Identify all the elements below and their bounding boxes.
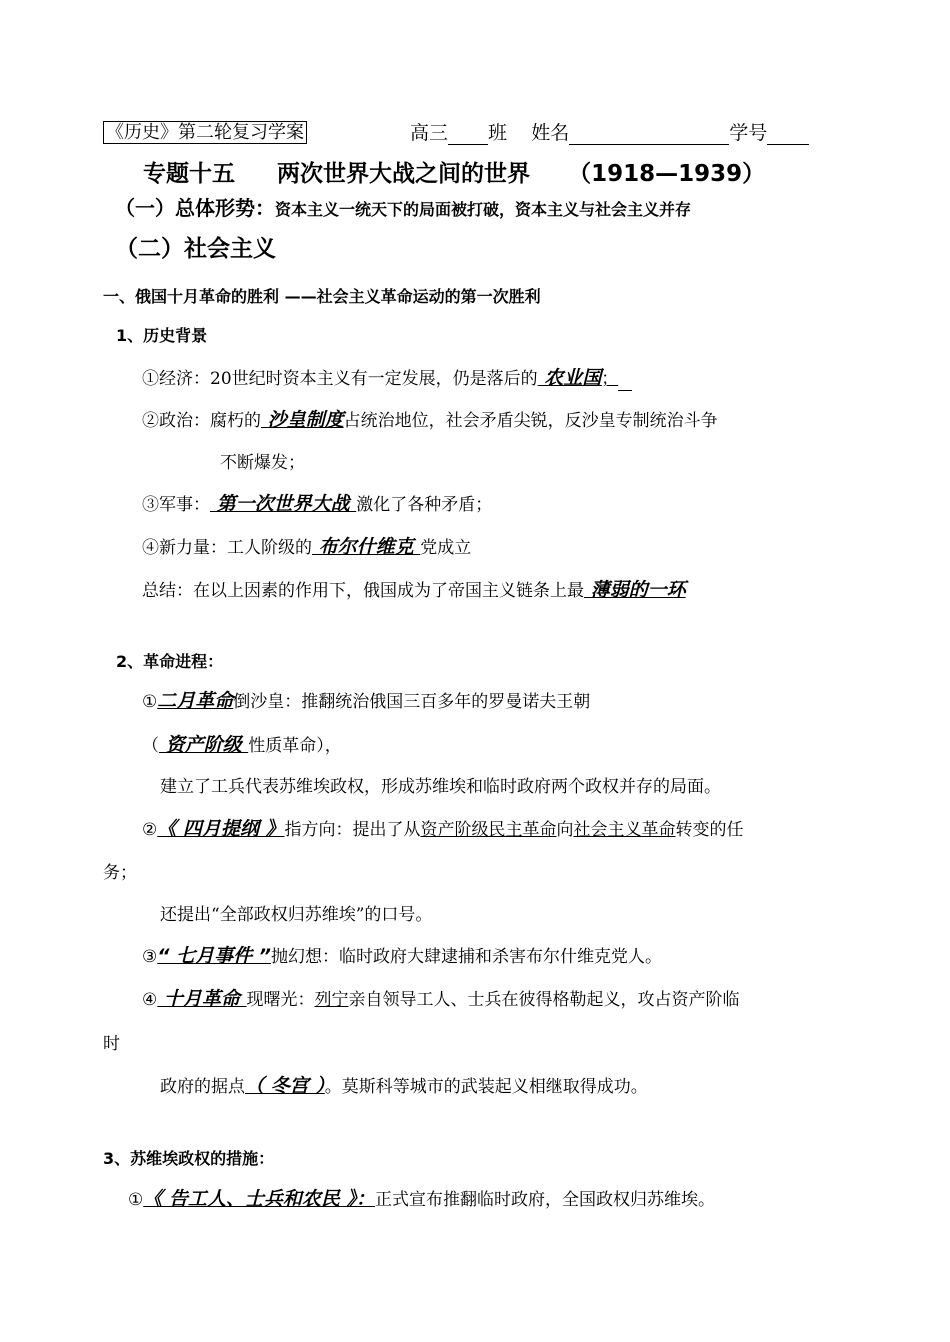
july-text: 抛幻想：临时政府大肆逮捕和杀害布尔什维克党人。 xyxy=(270,947,662,967)
october-line xyxy=(142,987,739,1012)
topic-subject: 两次世界大战之间的世界 xyxy=(277,161,531,187)
economy-text: ①经济：20世纪时资本主义有一定发展，仍是落后的 xyxy=(142,369,538,389)
decree-marker: ① xyxy=(128,1190,144,1210)
february-result: 建立了工兵代表苏维埃政权，形成苏维埃和临时政府两个政权并存的局面。 xyxy=(160,777,721,797)
topic-number: 专题十五 xyxy=(143,161,235,187)
october-text: 现曙光： xyxy=(246,990,315,1010)
economy-answer: 农业国 xyxy=(537,367,602,389)
name-label: 姓名 xyxy=(531,122,570,144)
id-blank[interactable] xyxy=(767,126,809,145)
palace-text: 政府的据点 xyxy=(160,1077,245,1097)
politics-answer: 沙皇制度 xyxy=(261,409,344,431)
military-line xyxy=(142,492,492,517)
student-info xyxy=(410,121,809,145)
measures-heading: 3、苏维埃政权的措施： xyxy=(103,1149,275,1168)
economy-end: ； xyxy=(601,369,619,389)
april-wrap: 务； xyxy=(103,863,137,883)
february-answer: 二月革命 xyxy=(157,690,234,712)
july-marker: ③ xyxy=(142,947,158,967)
july-answer: “ 七月事件 ” xyxy=(157,945,271,967)
economy-line xyxy=(142,366,632,391)
palace-answer: （ 冬宫 ） xyxy=(245,1075,325,1097)
summary-line xyxy=(142,578,686,603)
new-force-text: ④新力量：工人阶级的 xyxy=(142,538,312,558)
overview-label: （一）总体形势： xyxy=(115,196,275,220)
overview-text: 资本主义一统天下的局面被打破，资本主义与社会主义并存 xyxy=(275,200,692,219)
july-line xyxy=(142,944,662,969)
palace-text-post: 。莫斯科等城市的武装起义相继取得成功。 xyxy=(324,1077,648,1097)
summary-answer: 薄弱的一环 xyxy=(584,579,686,601)
april-underline-2: 社会主义革命 xyxy=(573,820,676,840)
decree-line xyxy=(128,1187,715,1212)
politics-text-post: 占统治地位，社会矛盾尖锐，反沙皇专制统治斗争 xyxy=(343,411,718,431)
april-line xyxy=(142,817,743,842)
february-nature-line xyxy=(142,733,342,758)
new-force-text-post: 党成立 xyxy=(420,538,472,558)
overview-row xyxy=(115,194,691,224)
february-text: 倒沙皇：推翻统治俄国三百多年的罗曼诺夫王朝 xyxy=(233,692,591,712)
october-wrap: 时 xyxy=(103,1034,120,1054)
process-heading: 2、革命进程： xyxy=(116,652,224,671)
section-socialism-heading: （二）社会主义 xyxy=(115,236,276,262)
politics-text: ②政治：腐朽的 xyxy=(142,411,261,431)
february-marker: ① xyxy=(142,692,158,712)
february-line xyxy=(142,689,590,714)
april-marker: ② xyxy=(142,820,158,840)
april-answer: 《 四月提纲 》 xyxy=(157,818,285,840)
october-marker: ④ xyxy=(142,990,158,1010)
page-title xyxy=(143,158,765,190)
decree-answer: 《 告工人、士兵和农民 》： xyxy=(143,1188,375,1210)
nature-answer: 资产阶级 xyxy=(159,734,249,756)
new-force-answer: 布尔什维克 xyxy=(312,536,421,558)
grade-label: 高三 xyxy=(410,122,449,144)
background-heading: 1、历史背景 xyxy=(116,326,208,345)
summary-text: 总结：在以上因素的作用下，俄国成为了帝国主义链条上最 xyxy=(142,581,584,601)
april-underline-1: 资产阶级民主革命 xyxy=(420,820,557,840)
military-text: ③军事： xyxy=(142,495,210,515)
nature-text: 性质革命）， xyxy=(248,736,342,756)
header-row xyxy=(103,121,307,145)
october-text-2: 亲自领导工人、士兵在彼得格勒起义，攻占资产阶临 xyxy=(348,990,740,1010)
politics-continuation: 不断爆发； xyxy=(220,453,305,473)
april-text-2: 向 xyxy=(556,820,574,840)
october-answer: 十月革命 xyxy=(157,988,247,1010)
class-blank[interactable] xyxy=(448,126,488,145)
politics-line xyxy=(142,408,718,433)
slogan-line: 还提出“全部政权归苏维埃”的口号。 xyxy=(160,905,433,925)
class-label: 班 xyxy=(488,122,508,144)
military-text-post: 激化了各种矛盾； xyxy=(356,495,493,515)
id-label: 学号 xyxy=(729,122,768,144)
military-answer: 第一次世界大战 xyxy=(210,493,357,515)
winter-palace-line xyxy=(160,1074,648,1099)
new-force-line xyxy=(142,535,471,560)
topic-years: （1918—1939） xyxy=(568,161,766,187)
course-box: 《历史》第二轮复习学案 xyxy=(103,121,307,144)
nature-paren: （ xyxy=(142,736,159,756)
part1-heading: 一、俄国十月革命的胜利 ——社会主义革命运动的第一次胜利 xyxy=(103,287,541,306)
april-text: 指方向：提出了从 xyxy=(284,820,421,840)
economy-blank xyxy=(618,372,632,391)
decree-text: 正式宣布推翻临时政府，全国政权归苏维埃。 xyxy=(374,1190,715,1210)
april-text-3: 转变的任 xyxy=(675,820,744,840)
name-blank[interactable] xyxy=(569,126,729,145)
october-underline: 列宁 xyxy=(314,990,349,1010)
